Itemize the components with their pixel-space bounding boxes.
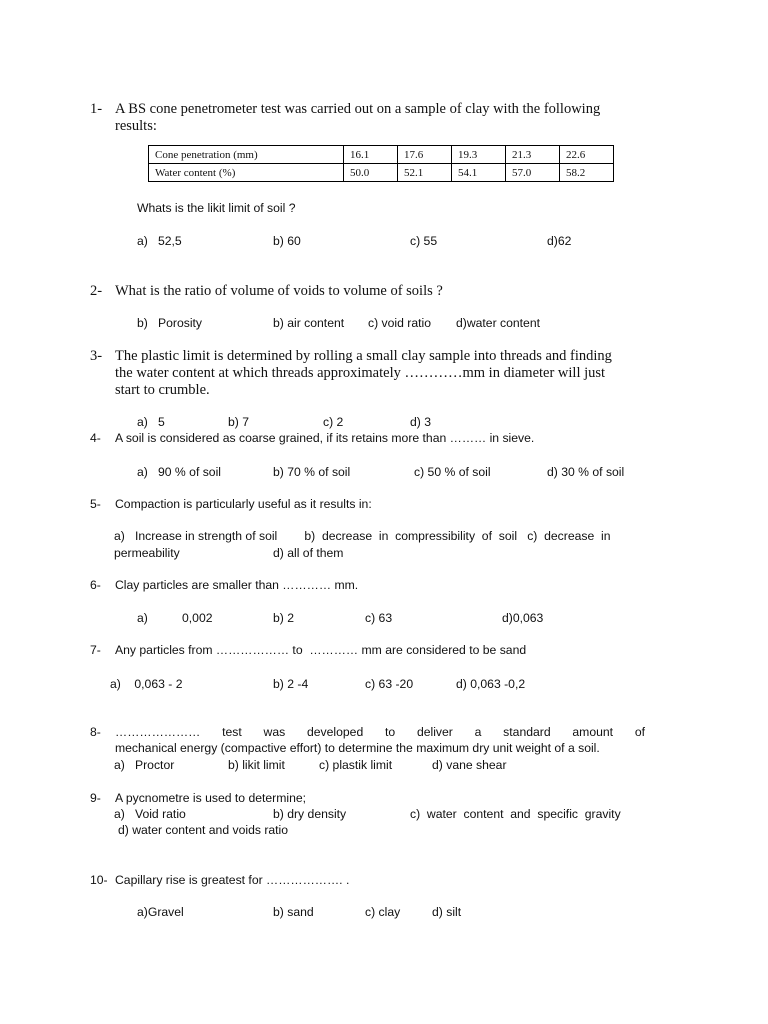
q2-option-d: d)water content	[456, 316, 541, 330]
q1-text-line1: A BS cone penetrometer test was carried out on a sample of clay with the following	[115, 101, 601, 117]
q4-number: 4-	[90, 431, 101, 445]
q9-option-c: c) water content and specific gravity	[410, 807, 621, 821]
q7-number: 7-	[90, 643, 101, 657]
q10-text: Capillary rise is greatest for ………………. .	[115, 873, 350, 887]
q6-text: Clay particles are smaller than ………… mm.	[115, 578, 359, 592]
q8-option-d: d) vane shear	[432, 758, 507, 772]
q8-option-c: c) plastik limit	[319, 758, 393, 772]
q2-option-c: c) void ratio	[368, 316, 431, 330]
q3-text-line3: start to crumble.	[115, 382, 210, 398]
q8-number: 8-	[90, 725, 101, 739]
q2-option-a: b) Porosity	[137, 316, 203, 330]
q7-text: Any particles from ……………… to ………… mm are considered to be sand	[115, 643, 527, 657]
table-cell: 19.3	[452, 146, 506, 164]
q7-option-c: c) 63 -20	[365, 677, 414, 691]
q10-option-d: d) silt	[432, 905, 462, 919]
table-row	[149, 146, 614, 164]
table-cell: 57.0	[506, 164, 560, 182]
q9-text: A pycnometre is used to determine;	[115, 791, 307, 805]
q1-option-a: a) 52,5	[137, 234, 182, 248]
q6-option-d: d)0,063	[502, 611, 544, 625]
q1-data-table	[148, 145, 614, 182]
q6-option-b: b) 2	[273, 611, 295, 625]
table-row-label: Cone penetration (mm)	[149, 146, 344, 164]
q5-options-line1: a) Increase in strength of soil b) decrease in compressibility of soil c) decrease in	[114, 529, 611, 543]
q1-option-d: d)62	[547, 234, 572, 248]
q9-number: 9-	[90, 791, 101, 805]
q9-option-d: d) water content and voids ratio	[118, 823, 289, 837]
q6-option-a-value: 0,002	[182, 611, 213, 625]
table-row-label: Water content (%)	[149, 164, 344, 182]
q8-option-a: a) Proctor	[114, 758, 175, 772]
table-row	[149, 164, 614, 182]
q8-text-line1: ………………… test was developed to deliver a standard amount of	[115, 725, 645, 739]
q4-option-b: b) 70 % of soil	[273, 465, 351, 479]
q1-option-b: b) 60	[273, 234, 301, 248]
q10-number: 10-	[90, 873, 108, 887]
q1-text-line2: results:	[115, 118, 157, 134]
table-cell: 50.0	[344, 164, 398, 182]
q1-option-c: c) 55	[410, 234, 438, 248]
q6-option-c: c) 63	[365, 611, 393, 625]
q10-option-b: b) sand	[273, 905, 314, 919]
q1-number: 1-	[90, 101, 103, 117]
table-cell: 58.2	[560, 164, 614, 182]
q6-option-a-label: a)	[137, 611, 148, 625]
q3-option-a: a) 5	[137, 415, 165, 429]
q9-option-b: b) dry density	[273, 807, 347, 821]
q5-option-d: d) all of them	[273, 546, 344, 560]
q2-number: 2-	[90, 283, 103, 299]
q3-text-line1: The plastic limit is determined by rolling a small clay sample into threads and finding	[115, 348, 612, 364]
table-cell: 17.6	[398, 146, 452, 164]
q3-option-b: b) 7	[228, 415, 250, 429]
q3-option-c: c) 2	[323, 415, 344, 429]
q4-option-d: d) 30 % of soil	[547, 465, 625, 479]
q7-option-b: b) 2 -4	[273, 677, 309, 691]
table-cell: 54.1	[452, 164, 506, 182]
q2-text: What is the ratio of volume of voids to volume of soils ?	[115, 283, 443, 299]
q5-number: 5-	[90, 497, 101, 511]
q9-option-a: a) Void ratio	[114, 807, 186, 821]
q10-option-c: c) clay	[365, 905, 401, 919]
q4-option-a: a) 90 % of soil	[137, 465, 221, 479]
q4-text: A soil is considered as coarse grained, if its retains more than ……… in sieve.	[115, 431, 535, 445]
table-cell: 16.1	[344, 146, 398, 164]
q4-option-c: c) 50 % of soil	[414, 465, 491, 479]
q8-option-b: b) likit limit	[228, 758, 285, 772]
q10-option-a: a)Gravel	[137, 905, 184, 919]
q1-question: Whats is the likit limit of soil ?	[137, 201, 296, 215]
q3-text-line2: the water content at which threads approximately …………mm in diameter will just	[115, 365, 606, 381]
q7-option-d: d) 0,063 -0,2	[456, 677, 526, 691]
q3-number: 3-	[90, 348, 103, 364]
q5-option-permeability: permeability	[114, 546, 180, 560]
table-cell: 21.3	[506, 146, 560, 164]
q7-option-a: a) 0,063 - 2	[110, 677, 183, 691]
q8-text-line2: mechanical energy (compactive effort) to determine the maximum dry unit weight of a soil.	[115, 741, 600, 755]
q3-option-d: d) 3	[410, 415, 432, 429]
q6-number: 6-	[90, 578, 101, 592]
q5-text: Compaction is particularly useful as it results in:	[115, 497, 372, 511]
table-cell: 52.1	[398, 164, 452, 182]
table-cell: 22.6	[560, 146, 614, 164]
q2-option-b: b) air content	[273, 316, 345, 330]
